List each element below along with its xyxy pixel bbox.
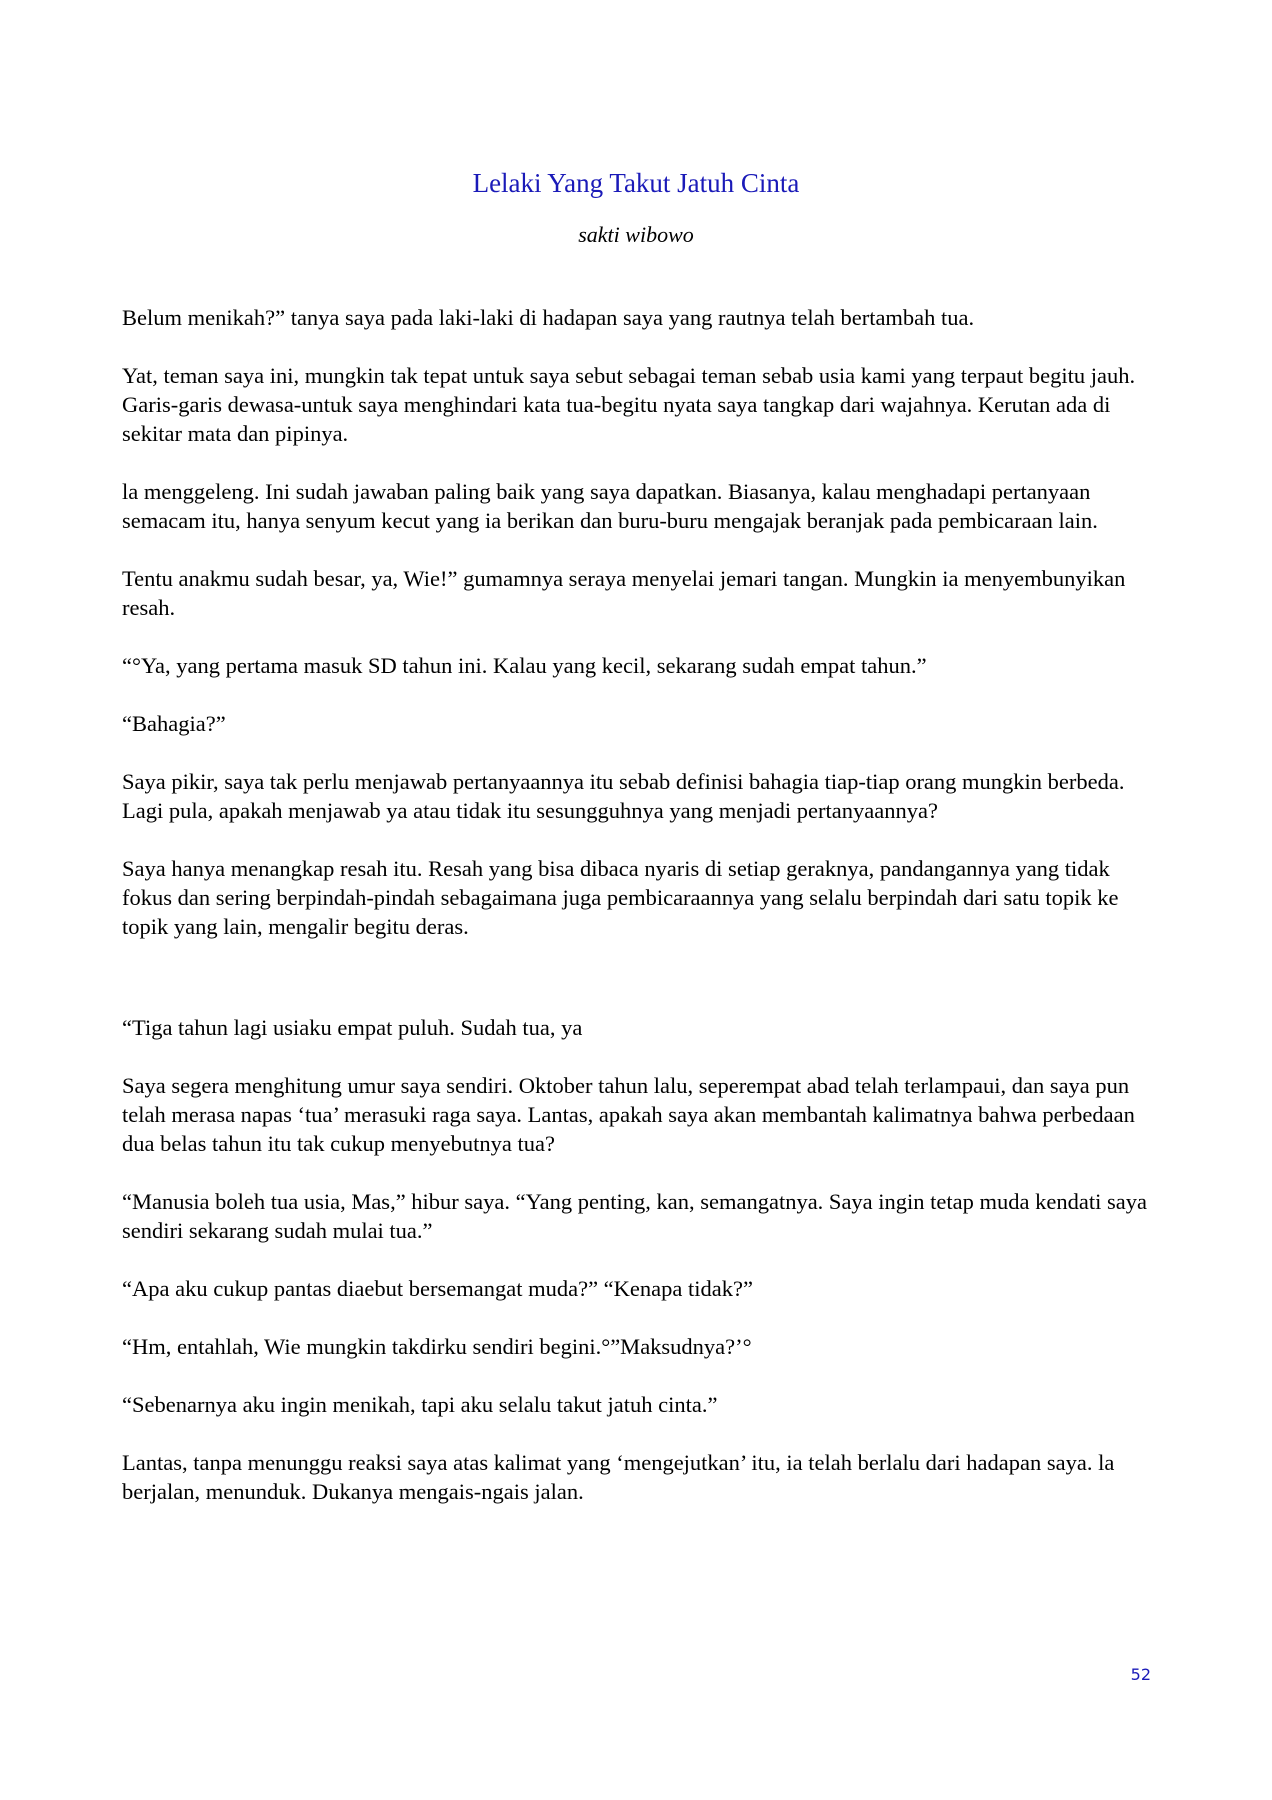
paragraph: Belum menikah?” tanya saya pada laki-laki di hadapan saya yang rautnya telah bertambah tua. xyxy=(122,305,975,330)
paragraph: “Hm, entahlah, Wie mungkin takdirku sendiri begini.°”Maksudnya?’° xyxy=(122,1334,752,1359)
paragraph: “Apa aku cukup pantas diaebut bersemangat muda?” “Kenapa tidak?” xyxy=(122,1276,753,1301)
story-author: sakti wibowo xyxy=(578,222,694,247)
story-title: Lelaki Yang Takut Jatuh Cinta xyxy=(472,168,800,198)
paragraph: “°Ya, yang pertama masuk SD tahun ini. Kalau yang kecil, sekarang sudah empat tahun.” xyxy=(122,653,927,678)
paragraph: Saya pikir, saya tak perlu menjawab pertanyaannya itu sebab definisi bahagia tiap-tiap orang mungkin berbeda. Lagi pula, apakah menjawab ya atau tidak itu sesungguhnya yang menjadi pertanyaannya? xyxy=(122,769,1125,823)
paragraph: “Manusia boleh tua usia, Mas,” hibur saya. “Yang penting, kan, semangatnya. Saya ingin tetap muda kendati saya sendiri sekarang sudah mulai tua.” xyxy=(122,1189,1147,1243)
paragraph: Yat, teman saya ini, mungkin tak tepat untuk saya sebut sebagai teman sebab usia kami yang terpaut begitu jauh. Garis-garis dewasa-untuk saya menghindari kata tua-begitu nyata saya tangkap dari wajahnya. Kerutan ada di sekitar mata dan pipinya. xyxy=(122,363,1136,446)
paragraph: Tentu anakmu sudah besar, ya, Wie!” gumamnya seraya menyelai jemari tangan. Mungkin ia menyembunyikan resah. xyxy=(122,566,1126,620)
paragraph: la menggeleng. Ini sudah jawaban paling baik yang saya dapatkan. Biasanya, kalau menghadapi pertanyaan semacam itu, hanya senyum kecut yang ia berikan dan buru-buru mengajak beranjak pada pembicaraan lain. xyxy=(122,479,1098,533)
paragraph: “Sebenarnya aku ingin menikah, tapi aku selalu takut jatuh cinta.” xyxy=(122,1392,718,1417)
paragraph: Saya hanya menangkap resah itu. Resah yang bisa dibaca nyaris di setiap geraknya, pandangannya yang tidak fokus dan sering berpindah-pindah sebagaimana juga pembicaraannya yang selalu berpindah dari satu topik ke topik yang lain, mengalir begitu deras. xyxy=(122,856,1119,939)
paragraph: Saya segera menghitung umur saya sendiri. Oktober tahun lalu, seperempat abad telah terlampaui, dan saya pun telah merasa napas ‘tua’ merasuki raga saya. Lantas, apakah saya akan membantah kalimatnya bahwa perbedaan dua belas tahun itu tak cukup menyebutnya tua? xyxy=(122,1073,1135,1156)
paragraph: “Bahagia?” xyxy=(122,711,226,736)
story-body xyxy=(122,303,1162,1535)
paragraph: “Tiga tahun lagi usiaku empat puluh. Sudah tua, ya xyxy=(122,1015,583,1040)
paragraph: Lantas, tanpa menunggu reaksi saya atas kalimat yang ‘mengejutkan’ itu, ia telah berlalu dari hadapan saya. la berjalan, menunduk. Dukanya mengais-ngais jalan. xyxy=(122,1450,1115,1504)
page-number: 52 xyxy=(1130,1665,1151,1684)
